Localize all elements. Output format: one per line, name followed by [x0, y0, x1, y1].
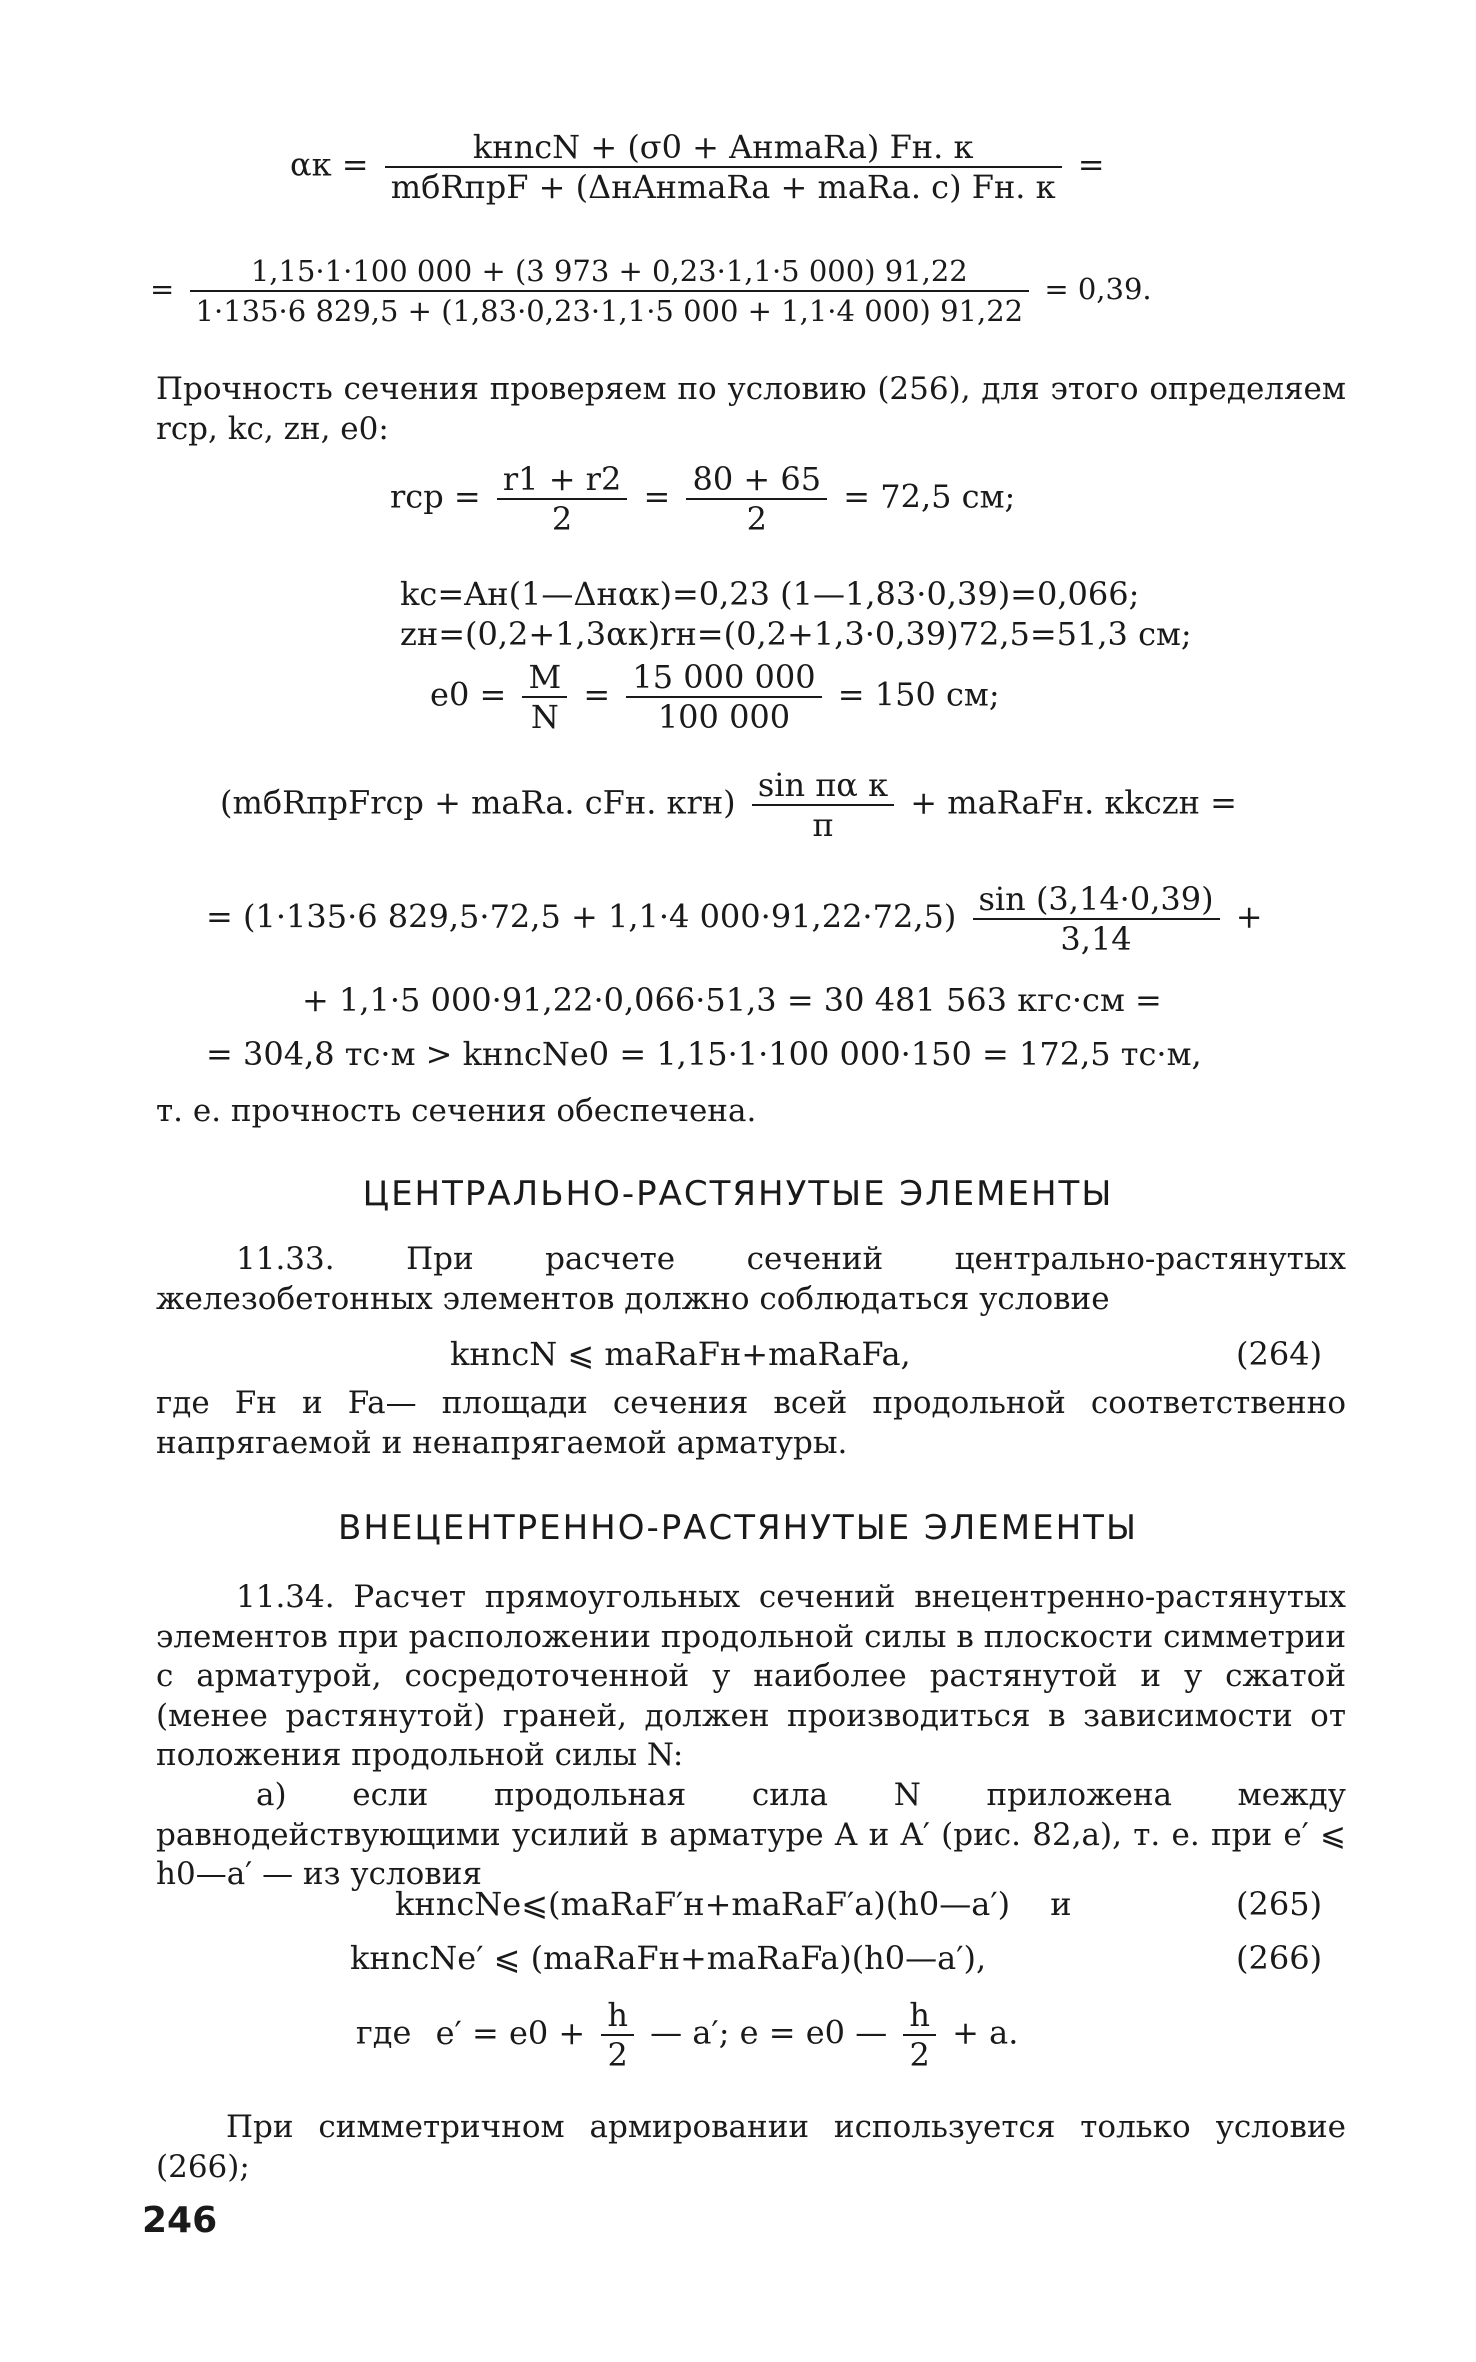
rcp-num1: r1 + r2 [497, 460, 627, 500]
page-number: 246 [142, 2200, 218, 2241]
rcp-den2: 2 [746, 500, 767, 538]
eq2-tail: = 0,39. [1044, 272, 1152, 306]
where-fraction-1 [601, 1996, 634, 2074]
e0-num2: 15 000 000 [626, 658, 821, 698]
heading-central-tension: ЦЕНТРАЛЬНО-РАСТЯНУТЫЕ ЭЛЕМЕНТЫ [362, 1174, 1114, 1214]
paragraph-strength-check: Прочность сечения проверяем по условию (256), для этого определяем rср, kc, zн, e0: [156, 371, 1346, 447]
big1-lhs: (mбRпрFrср + maRa. cFн. кrн) [220, 783, 736, 822]
paragraph-11-34: 11.34. Расчет прямоугольных сечений внецентренно-растянутых элементов при расположении продольной силы в плоскости симметрии с арматурой, сосредоточенной у наиболее растянутой и у сжатой (менее растянутой) граней, должен производиться в зависимости от положения продольной силы N: [156, 1579, 1346, 1773]
equation-264: kнncN ⩽ maRaFн+maRaFa, [450, 1335, 911, 1373]
eq1-denominator: mбRпрF + (ΔнAнmaRa + maRa. c) Fн. к [390, 168, 1056, 206]
where-num1: h [601, 1996, 634, 2036]
e0-fraction-1 [522, 658, 567, 736]
e0-lhs: e0 = [430, 675, 507, 714]
where-c: + a. [952, 2013, 1019, 2052]
rcp-lhs: rср = [390, 477, 481, 516]
e0-tail: = 150 см; [837, 675, 1000, 714]
equation-moment-capacity [220, 766, 1237, 844]
eq1-fraction [385, 128, 1062, 206]
e0-mid: = [583, 675, 611, 714]
big2-num: sin (3,14·0,39) [973, 880, 1220, 920]
equation-e0 [430, 658, 1000, 736]
equation-number-265: (265) [1236, 1885, 1323, 1923]
equation-r-cp [390, 460, 1015, 538]
equation-moment-result: = 304,8 тс·м > kнncNe0 = 1,15·1·100 000·150 = 172,5 тс·м, [206, 1035, 1202, 1073]
eq1-numerator: kнncN + (σ0 + AнmaRa) Fн. к [385, 128, 1062, 168]
rcp-num2: 80 + 65 [686, 460, 827, 500]
rcp-den1: 2 [551, 500, 573, 538]
rcp-fraction-2 [686, 460, 827, 538]
heading-eccentric-tension: ВНЕЦЕНТРЕННО-РАСТЯНУТЫЕ ЭЛЕМЕНТЫ [338, 1508, 1138, 1548]
paragraph-where-fn-fa: где Fн и Fa— площади сечения всей продольной соответственно напрягаемой и ненапрягаемой арматуры. [156, 1385, 1346, 1461]
eq1-lhs: αк = [290, 145, 369, 184]
equation-moment-continued: + 1,1·5 000·91,22·0,066·51,3 = 30 481 563 кгс·см = [302, 981, 1162, 1019]
paragraph-conclusion: т. е. прочность сечения обеспечена. [156, 1093, 757, 1129]
equation-where-e [356, 1996, 1018, 2074]
equation-alpha-k-numeric [150, 252, 1152, 330]
where-num2: h [903, 1996, 936, 2036]
equation-number-264: (264) [1236, 1335, 1323, 1373]
rcp-tail: = 72,5 см; [843, 477, 1016, 516]
e0-den1: N [530, 698, 559, 736]
big2-tail: + [1235, 897, 1263, 936]
equation-266: kнncNe′ ⩽ (maRaFн+maRaFa)(h0—a′), [350, 1939, 987, 1977]
where-b: — a′; e = e0 — [650, 2013, 888, 2052]
big1-fraction [752, 766, 894, 844]
big2-fraction [973, 880, 1220, 958]
eq1-tail: = [1077, 145, 1105, 184]
eq2-denominator: 1·135·6 829,5 + (1,83·0,23·1,1·5 000 + 1,1·4 000) 91,22 [195, 294, 1024, 328]
paragraph-11-33: 11.33. При расчете сечений центрально-растянутых железобетонных элементов должно соблюдаться условие [156, 1241, 1346, 1317]
eq265-formula: kнncNe⩽(maRaF′н+maRaF′a)(h0—a′) [395, 1885, 1011, 1923]
paragraph-symmetric-reinforcement: При симметричном армировании используется только условие (266); [156, 2109, 1346, 2185]
eq2-lhs: = [150, 272, 175, 306]
big2-den: 3,14 [1060, 920, 1132, 958]
equation-alpha-k [290, 128, 1105, 206]
where-den1: 2 [607, 2036, 628, 2074]
eq2-numerator: 1,15·1·100 000 + (3 973 + 0,23·1,1·5 000) 91,22 [190, 252, 1030, 292]
e0-num1: M [522, 658, 567, 698]
where-prefix: где [356, 2013, 412, 2052]
eq2-fraction [190, 252, 1030, 330]
e0-den2: 100 000 [657, 698, 791, 736]
where-a: e′ = e0 + [435, 2013, 586, 2052]
rcp-mid: = [643, 477, 671, 516]
big1-tail: + maRaFн. кkczн = [910, 783, 1237, 822]
big1-den: π [812, 806, 834, 844]
equation-moment-numeric [206, 880, 1263, 958]
where-fraction-2 [903, 1996, 936, 2074]
rcp-fraction-1 [497, 460, 627, 538]
big2-lhs: = (1·135·6 829,5·72,5 + 1,1·4 000·91,22·72,5) [206, 897, 957, 936]
equation-265 [395, 1884, 1072, 1924]
equation-kc: kc=Aн(1—Δнαк)=0,23 (1—1,83·0,39)=0,066; [400, 575, 1140, 613]
where-den2: 2 [909, 2036, 930, 2074]
eq265-conj: и [1050, 1885, 1072, 1923]
paragraph-case-a: а) если продольная сила N приложена между равнодействующими усилий в арматуре A и A′ (рис. 82,а), т. е. при e′ ⩽ h0—a′ — из условия [156, 1777, 1346, 1892]
big1-num: sin πα к [752, 766, 894, 806]
equation-zn: zн=(0,2+1,3αк)rн=(0,2+1,3·0,39)72,5=51,3 см; [400, 615, 1192, 653]
e0-fraction-2 [626, 658, 821, 736]
equation-number-266: (266) [1236, 1939, 1323, 1977]
